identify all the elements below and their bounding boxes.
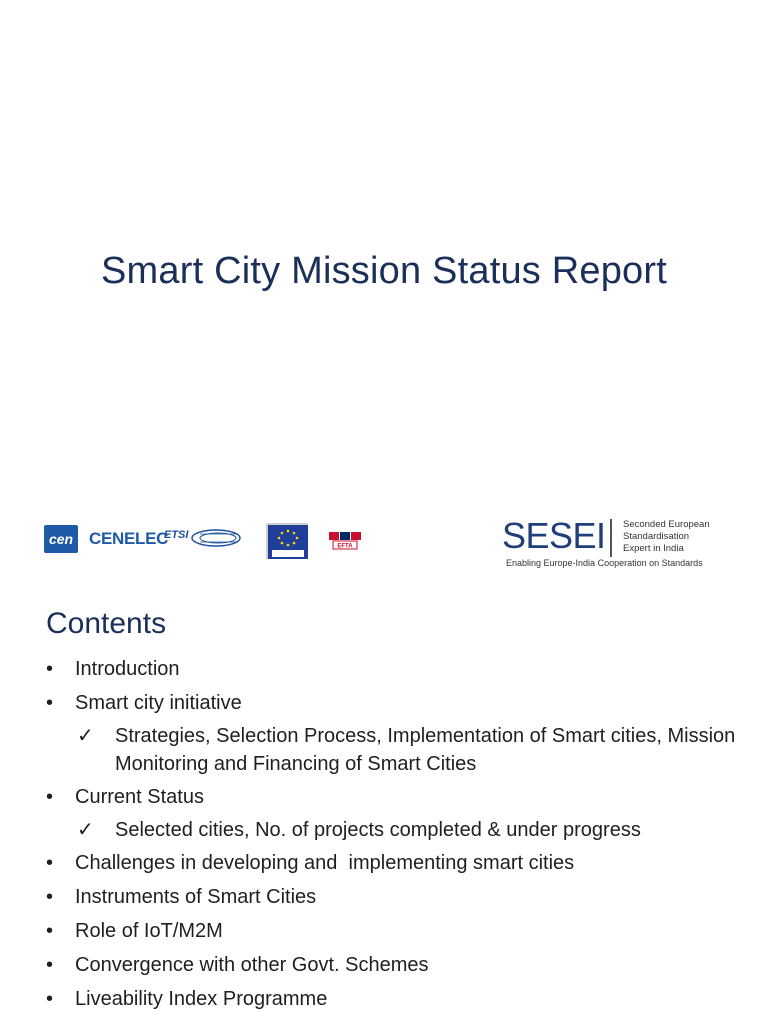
- bullet-icon: •: [46, 920, 54, 942]
- toc-item-label: Convergence with other Govt. Schemes: [75, 954, 429, 976]
- etsi-logo: [164, 523, 242, 553]
- sesei-subtitle-line: Expert in India: [623, 543, 684, 554]
- bullet-icon: •: [46, 886, 54, 908]
- toc-item: [46, 784, 746, 810]
- table-of-contents: [46, 656, 746, 1020]
- toc-item: [46, 850, 746, 876]
- efta-logo: [327, 529, 363, 555]
- toc-item: [46, 918, 746, 944]
- sesei-tagline: Enabling Europe-India Cooperation on Standards: [506, 558, 703, 568]
- bullet-icon: •: [46, 988, 54, 1010]
- contents-heading: Contents: [46, 607, 167, 640]
- european-commission-logo: [266, 523, 308, 559]
- cenelec-logo: CENELEC: [89, 529, 169, 548]
- bullet-icon: •: [46, 852, 54, 874]
- sesei-subtitle-line: Standardisation: [623, 531, 690, 542]
- etsi-logo-text: ETSI: [164, 529, 189, 541]
- toc-item-label: Smart city initiative: [75, 692, 242, 714]
- toc-item-label: Current Status: [75, 786, 204, 808]
- bullet-icon: •: [46, 786, 54, 808]
- bullet-icon: •: [46, 658, 54, 680]
- page-title: Smart City Mission Status Report: [100, 250, 667, 292]
- toc-item-label: Challenges in developing and implementing smart cities: [75, 852, 575, 874]
- cen-logo: cen: [44, 525, 78, 553]
- toc-item-label: Instruments of Smart Cities: [75, 886, 317, 908]
- toc-item: [46, 690, 746, 716]
- sesei-logo: [502, 515, 732, 575]
- toc-item: [46, 884, 746, 910]
- checkmark-icon: ✓: [77, 819, 94, 841]
- toc-item-label: Liveability Index Programme: [75, 988, 328, 1010]
- svg-text:EFTA: EFTA: [337, 543, 353, 550]
- bullet-icon: •: [46, 692, 54, 714]
- eu-stars-icon: [268, 525, 308, 559]
- etsi-swoosh-icon: [164, 523, 242, 553]
- sesei-subtitle-line: Seconded European: [623, 519, 710, 530]
- toc-subitem-label: Selected cities, No. of projects completed & under progress: [115, 819, 641, 841]
- sesei-name: SESEI: [502, 515, 606, 556]
- checkmark-icon: ✓: [77, 725, 94, 747]
- sesei-divider: [610, 519, 612, 557]
- toc-item: [46, 656, 746, 682]
- toc-subitem: [46, 816, 746, 844]
- toc-subitem: [46, 722, 746, 778]
- sesei-subtitle: [623, 519, 733, 555]
- bullet-icon: •: [46, 954, 54, 976]
- efta-flags-icon: [327, 529, 363, 555]
- toc-item: [46, 952, 746, 978]
- toc-item: [46, 986, 746, 1012]
- toc-subitem-label: Strategies, Selection Process, Implementation of Smart cities, Mission Monitoring and Financing of Smart Cities: [115, 725, 736, 775]
- toc-item-label: Introduction: [75, 658, 180, 680]
- toc-item-label: Role of IoT/M2M: [75, 920, 223, 942]
